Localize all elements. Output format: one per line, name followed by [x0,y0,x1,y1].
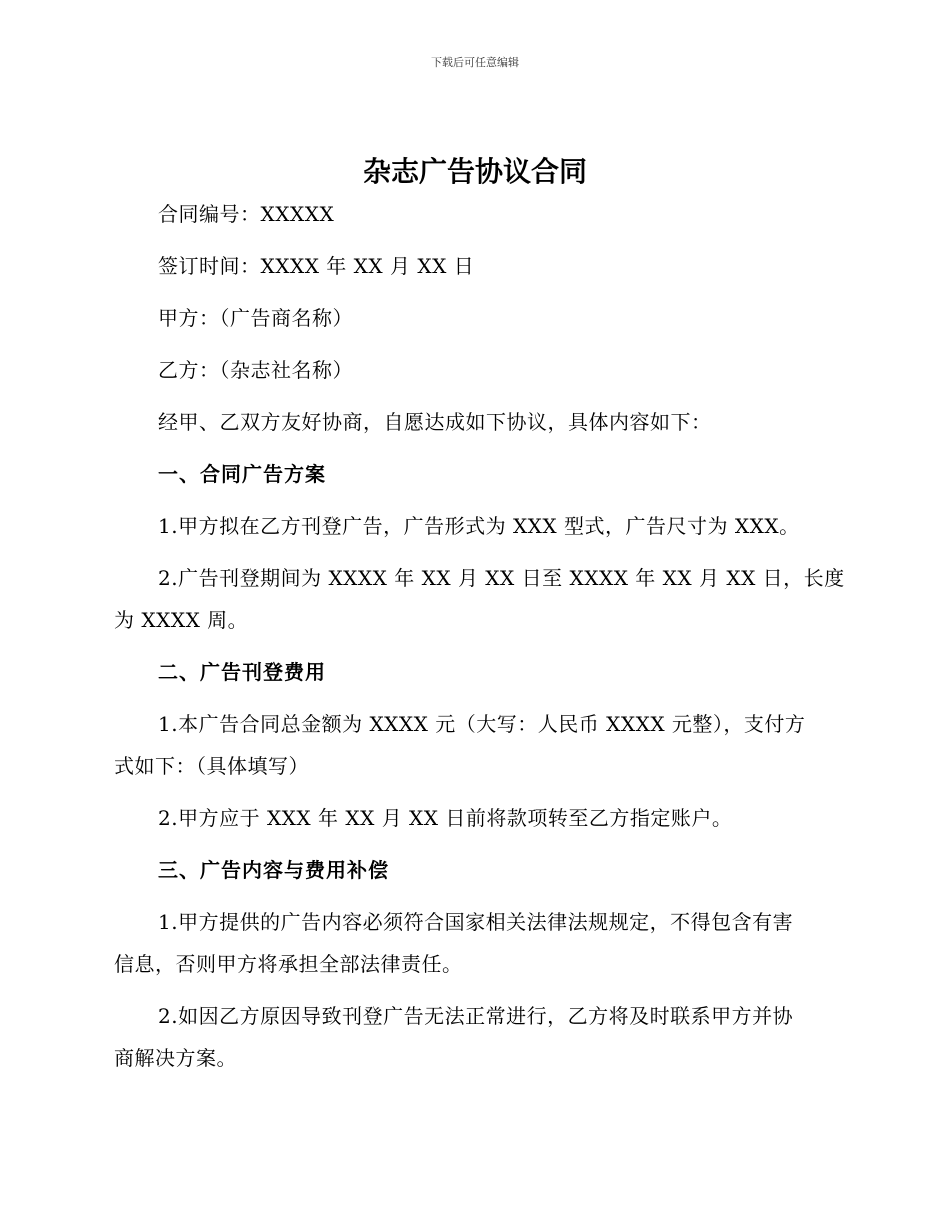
intro-paragraph: 经甲、乙双方友好协商，自愿达成如下协议，具体内容如下： [158,410,712,434]
clause-3-1-line-1: 1.甲方提供的广告内容必须符合国家相关法律法规规定，不得包含有害 [158,910,794,934]
clause-2-1-line-1: 1.本广告合同总金额为 XXXX 元（大写：人民币 XXXX 元整），支付方 [158,712,806,736]
clause-2-1-line-2: 式如下：（具体填写） [114,754,309,778]
section-heading-2: 二、广告刊登费用 [158,660,326,684]
contract-number: 合同编号：XXXXX [158,202,335,226]
clause-3-1-line-2: 信息，否则甲方将承担全部法律责任。 [114,952,463,976]
clause-1-1: 1.甲方拟在乙方刊登广告，广告形式为 XXX 型式，广告尺寸为 XXX。 [158,514,800,538]
sign-date: 签订时间：XXXX 年 XX 月 XX 日 [158,254,475,278]
clause-3-2-line-1: 2.如因乙方原因导致刊登广告无法正常进行，乙方将及时联系甲方并协 [158,1004,794,1028]
header-note: 下载后可任意编辑 [431,56,519,69]
section-heading-1: 一、合同广告方案 [158,462,326,486]
document-title: 杂志广告协议合同 [362,155,587,188]
clause-1-2-line-1: 2.广告刊登期间为 XXXX 年 XX 月 XX 日至 XXXX 年 XX 月 XX 日，长度 [158,566,845,590]
clause-2-2: 2.甲方应于 XXX 年 XX 月 XX 日前将款项转至乙方指定账户。 [158,806,733,830]
party-a: 甲方：（广告商名称） [158,306,353,330]
party-b: 乙方：（杂志社名称） [158,358,353,382]
section-heading-3: 三、广告内容与费用补偿 [158,858,389,882]
clause-1-2-line-2: 为 XXXX 周。 [114,608,249,632]
clause-3-2-line-2: 商解决方案。 [114,1046,237,1070]
